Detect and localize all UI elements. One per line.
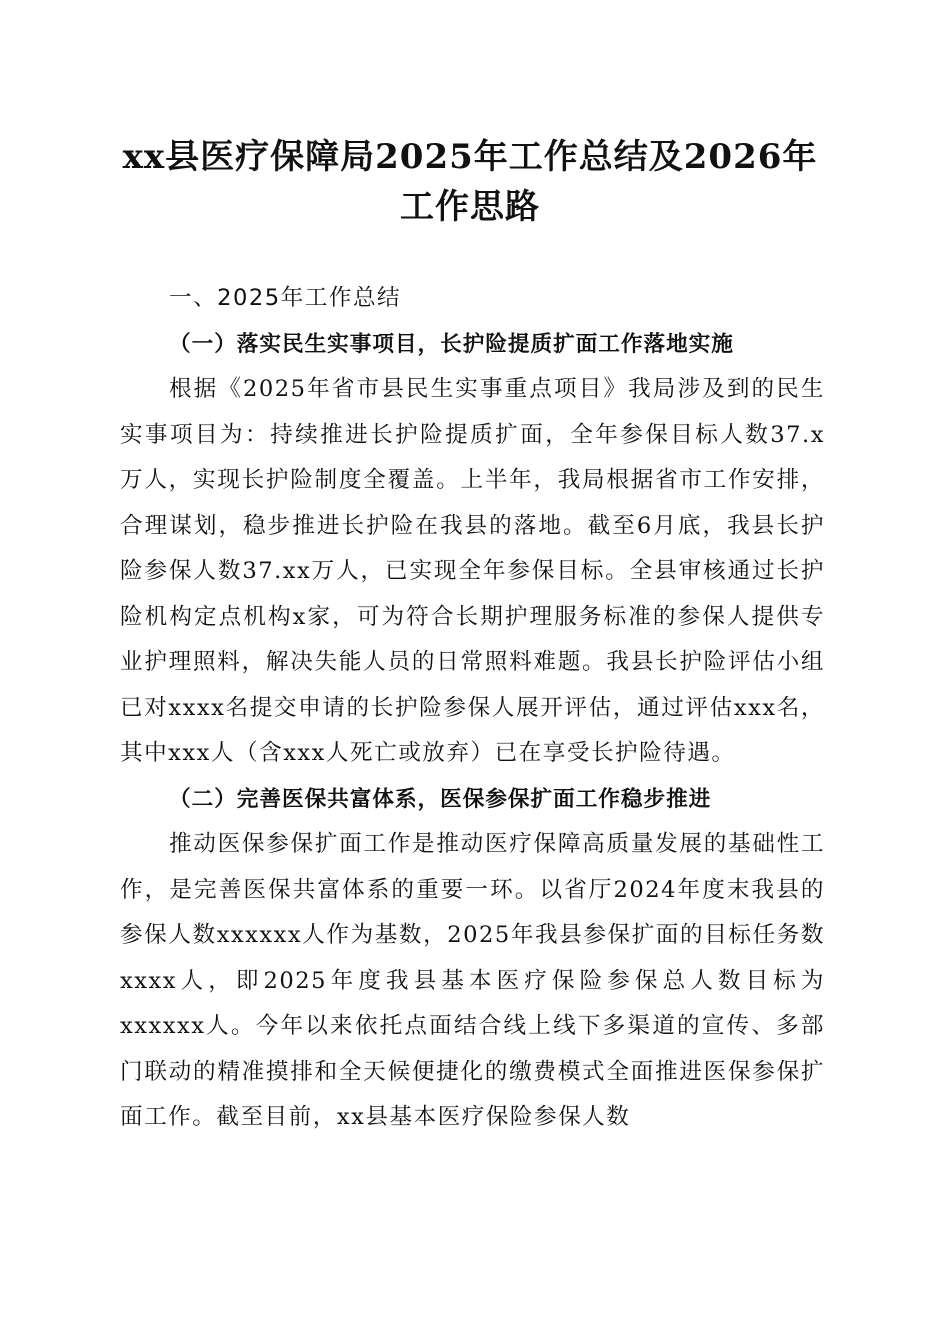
paragraph-2: 推动医保参保扩面工作是推动医疗保障高质量发展的基础性工作，是完善医保共富体系的重要一环。以省厅2024年度末我县的参保人数xxxxxx人作为基数，2025年我县参保扩面的目标任务数xxxx人，即2025年度我县基本医疗保险参保总人数目标为xxxxxx人。今年以来依托点面结合线上线下多渠道的宣传、多部门联动的精准摸排和全天候便捷化的缴费模式全面推进医保参保扩面工作。截至目前，xx县基本医疗保险参保人数 (120, 831, 825, 1130)
section-heading: 一、2025年工作总结 (169, 285, 402, 311)
document-body (120, 276, 825, 1141)
document-title: xx县医疗保障局2025年工作总结及2026年工作思路 (122, 137, 818, 227)
paragraph-1: 根据《2025年省市县民生实事重点项目》我局涉及到的民生实事项目为：持续推进长护险提质扩面，全年参保目标人数37.x万人，实现长护险制度全覆盖。上半年，我局根据省市工作安排，合理谋划，稳步推进长护险在我县的落地。截至6月底，我县长护险参保人数37.xx万人，已实现全年参保目标。全县审核通过长护险机构定点机构x家，可为符合长期护理服务标准的参保人提供专业护理照料，解决失能人员的日常照料难题。我县长护险评估小组已对xxxx名提交申请的长护险参保人展开评估，通过评估xxx名，其中xxx人（含xxx人死亡或放弃）已在享受长护险待遇。 (120, 376, 825, 766)
subsection-heading-2: （二）完善医保共富体系，医保参保扩面工作稳步推进 (169, 786, 712, 812)
subsection-heading-1: （一）落实民生实事项目，长护险提质扩面工作落地实施 (169, 331, 734, 357)
